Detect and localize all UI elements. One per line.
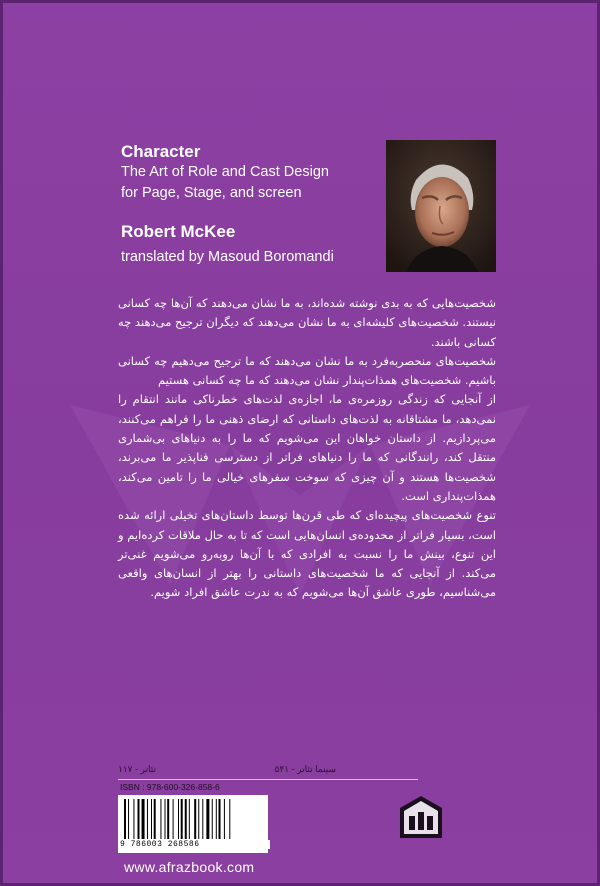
author-photo — [386, 140, 496, 272]
divider — [118, 779, 418, 780]
book-author: Robert McKee — [121, 222, 236, 241]
book-title: Character — [121, 142, 201, 161]
price-theater: تئاتر - ۱۱۷ — [118, 764, 156, 774]
description-paragraph: شخصیت‌های منحصربه‌فرد به ما نشان می‌دهند که ما ترجیح می‌دهیم چه کسانی باشیم. شخصیت‌های همذات‌پندار نشان می‌دهند که ما چه کسانی هستیم — [118, 353, 496, 388]
book-translator: translated by Masoud Boromandi — [121, 249, 334, 265]
publisher-website: www.afrazbook.com — [124, 859, 255, 875]
book-subtitle-line1: The Art of Role and Cast Design — [121, 164, 329, 180]
publisher-logo-icon — [398, 794, 444, 840]
price-cinema-theater: سینما تئاتر - ۵۴۱ — [274, 764, 336, 774]
book-subtitle-line2: for Page, Stage, and screen — [121, 185, 302, 201]
price-bar — [118, 764, 496, 778]
description-paragraph: از آنجایی که زندگی روزمره‌ی ما، اجازه‌ی لذت‌های خطرناکی مانند انتقام را نمی‌دهد، ما مشتاقانه به لذت‌های داستانی که ارضای ذهنی ما را فراهم می‌کنند، می‌پردازیم. از داستان خواهان این می‌شویم که ما را به دنیاهای بی‌شماری منتقل کند، رانندگانی که ما را دنیاهای فراتر از دسترسی فناپذیر ما می‌برند، شخصیت‌ها هستند و آن چیزی که سوخت سفرهای خیالی ما را تامین می‌کند، همذات‌پنداری است. — [118, 392, 496, 503]
description-paragraph: تنوع شخصیت‌های پیچیده‌ای که طی قرن‌ها توسط داستان‌های تخیلی ارائه شده است، بسیار فراتر از محدوده‌ی انسان‌هایی است که تا به حال ملاقات کرده‌ایم و این تنوع، بینش ما را نسبت به افرادی که با آن‌ها روبه‌رو می‌شویم غنی‌تر می‌کند. از آنجایی که ما شخصیت‌های داستانی را بهتر از انسان‌های واقعی می‌شناسیم، طوری عاشق آن‌ها می‌شویم که به ندرت عاشق افراد شویم. — [118, 508, 496, 600]
book-description — [118, 294, 496, 603]
barcode-digits: 9 786003 268586 — [120, 840, 270, 849]
english-title-block — [121, 142, 381, 268]
description-paragraph: شخصیت‌هایی که به بدی نوشته شده‌اند، به ما نشان می‌دهند که آن‌ها چه کسانی نیستند. شخصیت‌های کلیشه‌ای به ما نشان می‌دهند که دیگران ترجیح می‌دهند چه کسانی باشند. — [118, 296, 496, 349]
isbn-label: ISBN : 978-600-326-858-6 — [120, 782, 220, 792]
